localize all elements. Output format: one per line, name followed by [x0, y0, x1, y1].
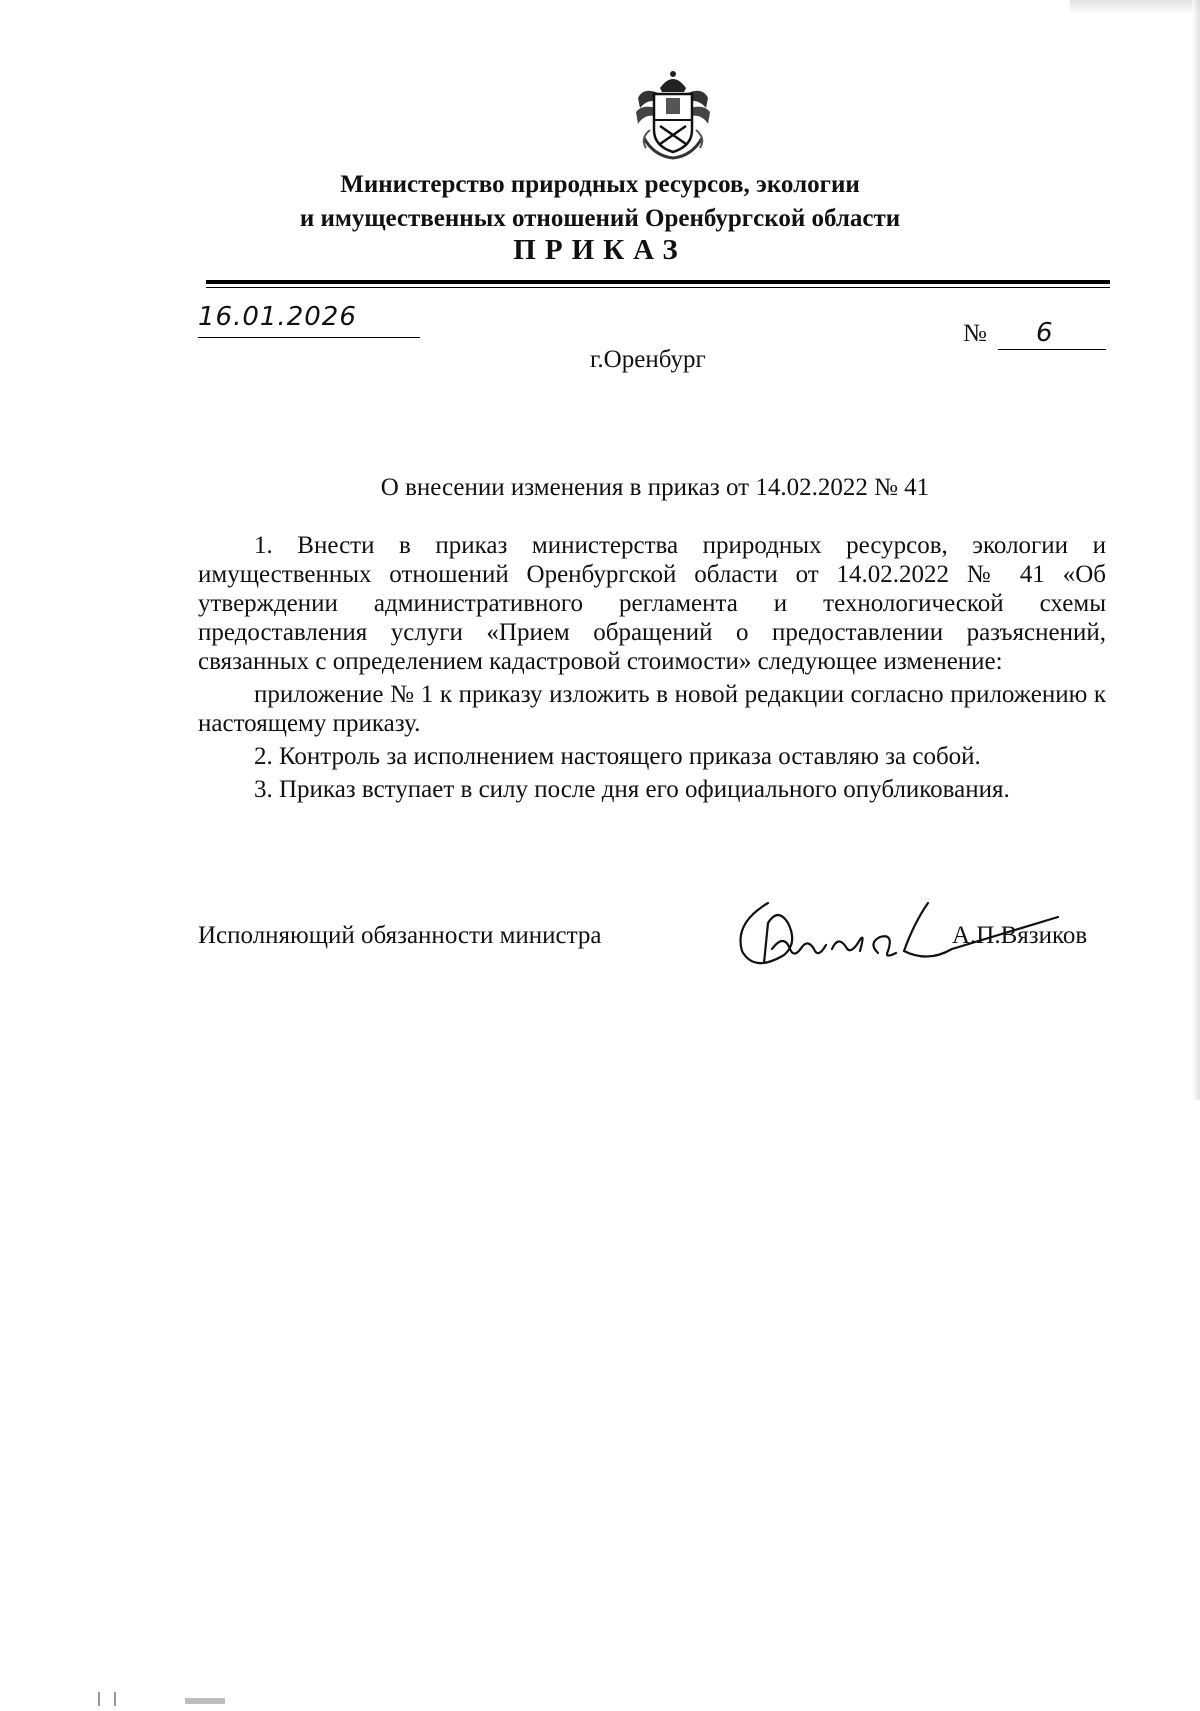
scan-artifact-top [1070, 0, 1200, 14]
ministry-name [0, 168, 1200, 236]
handwritten-number: 6 [1036, 318, 1053, 348]
body-paragraph-4: 3. Приказ вступает в силу после дня его официального опубликования. [254, 776, 1010, 803]
scan-artifact-bottom-mark [98, 1692, 116, 1706]
number-sign: № [963, 320, 987, 347]
order-body [198, 531, 1106, 804]
city-name: г.Оренбург [590, 346, 706, 373]
header-rule-thick [206, 280, 1110, 284]
scan-artifact-bottom [185, 1698, 225, 1704]
coat-of-arms-emblem [630, 68, 716, 160]
scan-artifact-right [1192, 0, 1200, 1100]
ministry-name-line1: Министерство природных ресурсов, экологии [340, 171, 860, 198]
number-underline [998, 349, 1106, 350]
document-type-title: ПРИКАЗ [513, 234, 687, 266]
header-rule-thin [206, 287, 1110, 288]
order-subject: О внесении изменения в приказ от 14.02.2022 № 41 [380, 474, 930, 501]
ministry-name-line2: и имущественных отношений Оренбургской области [299, 205, 901, 232]
handwritten-date: 16.01.2026 [198, 302, 357, 332]
date-underline [198, 337, 420, 338]
body-paragraph-1: 1. Внести в приказ министерства природных ресурсов, экологии и имущественных отношений Оренбургской области от 14.02.2022 № 41 «Об утверждении административного регламента и технологической схемы предоставления услуги «Прием обращений о предоставлении разъяснений, связанных с определением кадастровой стоимости» следующее изменение: [198, 532, 1106, 675]
body-paragraph-3: 2. Контроль за исполнением настоящего приказа оставляю за собой. [254, 743, 981, 770]
body-paragraph-2: приложение № 1 к приказу изложить в новой редакции согласно приложению к настоящему приказу. [198, 681, 1106, 737]
signer-name: А.П.Вязиков [952, 922, 1088, 949]
signer-position: Исполняющий обязанности министра [198, 922, 602, 949]
